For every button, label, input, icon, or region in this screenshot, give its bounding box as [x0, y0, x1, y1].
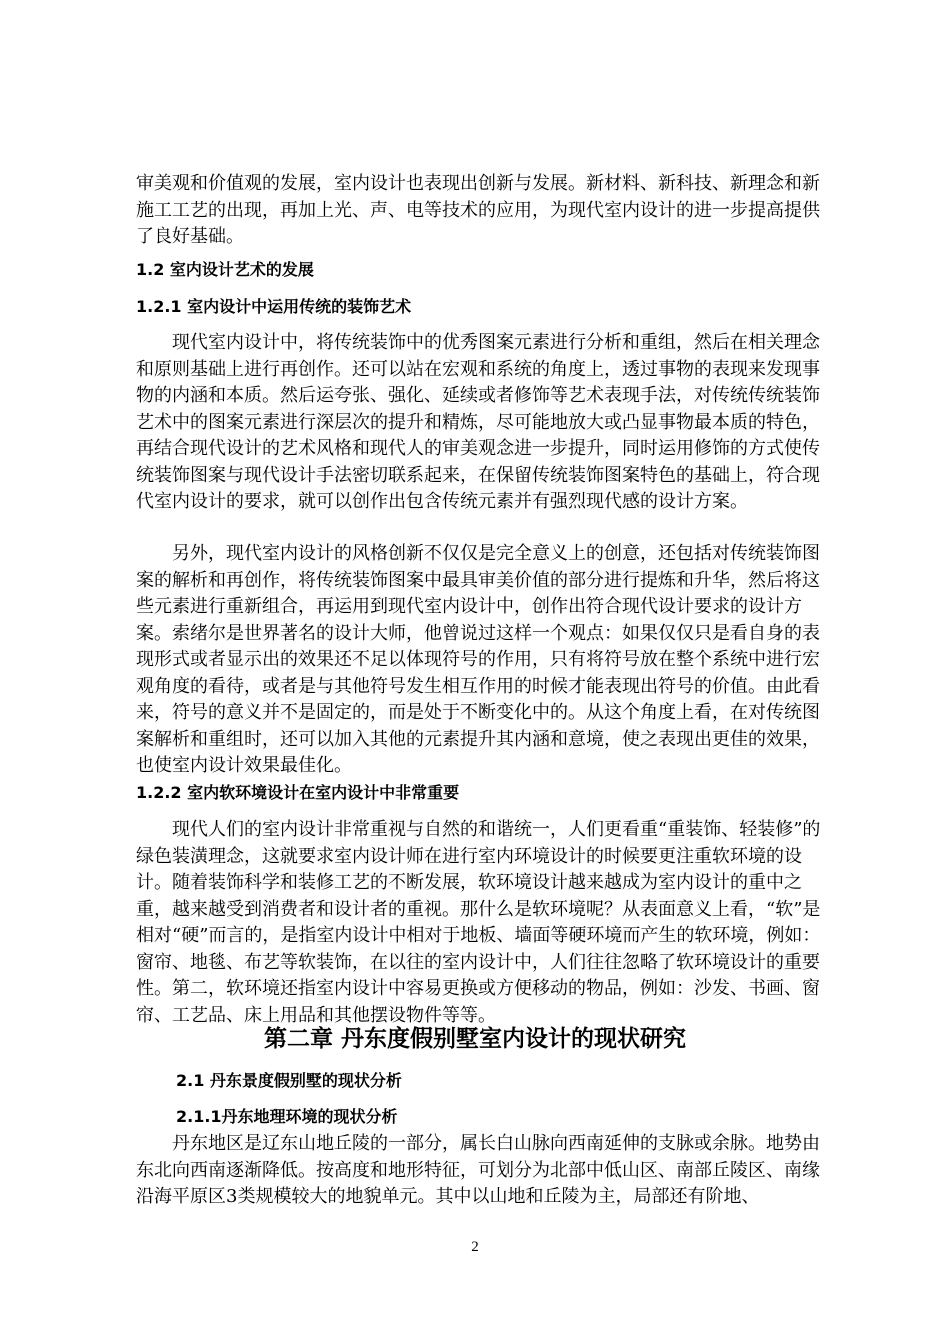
- section-heading-2-1-1: 2.1.1丹东地理环境的现状分析: [176, 1107, 398, 1126]
- chapter-title: 第二章 丹东度假别墅室内设计的现状研究: [263, 1026, 686, 1052]
- paragraph-2-1-1: 丹东地区是辽东山地丘陵的一部分，属长白山脉向西南延伸的支脉或余脉。地势由东北向西南逐渐降低。按高度和地形特征，可划分为北部中低山区、南部丘陵区、南缘沿海平原区3类规模较大的地貌单元。其中以山地和丘陵为主，局部还有阶地、: [136, 1133, 820, 1207]
- intro-paragraph: 审美观和价值观的发展，室内设计也表现出创新与发展。新材料、新科技、新理念和新施工工艺的出现，再加上光、声、电等技术的应用，为现代室内设计的进一步提高提供了良好基础。: [136, 173, 820, 247]
- paragraph-1-2-1-a: 现代室内设计中，将传统装饰中的优秀图案元素进行分析和重组，然后在相关理念和原则基础上进行再创作。还可以站在宏观和系统的角度上，透过事物的表现来发现事物的内涵和本质。然后运夸张、强化、延续或者修饰等艺术表现手法，对传统传统装饰艺术中的图案元素进行深层次的提升和精炼，尽可能地放大或凸显事物最本质的特色，再结合现代设计的艺术风格和现代人的审美观念进一步提升，同时运用修饰的方式使传统装饰图案与现代设计手法密切联系起来，在保留传统装饰图案特色的基础上，符合现代室内设计的要求，就可以创作出包含传统元素并有强烈现代感的设计方案。: [136, 332, 820, 512]
- section-heading-2-1: 2.1 丹东景度假别墅的现状分析: [176, 1071, 402, 1090]
- page-number: 2: [471, 1239, 479, 1255]
- section-heading-1-2-1: 1.2.1 室内设计中运用传统的装饰艺术: [136, 297, 412, 316]
- section-heading-1-2-2: 1.2.2 室内软环境设计在室内设计中非常重要: [136, 783, 460, 802]
- section-heading-1-2: 1.2 室内设计艺术的发展: [136, 260, 314, 279]
- paragraph-1-2-2: 现代人们的室内设计非常重视与自然的和谐统一，人们更看重“重装饰、轻装修”的绿色装潢理念，这就要求室内设计师在进行室内环境设计的时候要更注重软环境的设计。随着装饰科学和装修工艺的不断发展，软环境设计越来越成为室内设计的重中之重，越来越受到消费者和设计者的重视。那什么是软环境呢？从表面意义上看，“软”是相对“硬”而言的，是指室内设计中相对于地板、墙面等硬环境而产生的软环境，例如：窗帘、地毯、布艺等软装饰，在以往的室内设计中，人们往往忽略了软环境设计的重要性。第二，软环境还指室内设计中容易更换或方便移动的物品，例如：沙发、书画、窗帘、工艺品、床上用品和其他摆设物件等等。: [136, 819, 821, 1026]
- paragraph-1-2-1-b: 另外，现代室内设计的风格创新不仅仅是完全意义上的创意，还包括对传统装饰图案的解析和再创作，将传统装饰图案中最具审美价值的部分进行提炼和升华，然后将这些元素进行重新组合，再运用到现代室内设计中，创作出符合现代设计要求的设计方案。索绪尔是世界著名的设计大师，他曾说过这样一个观点：如果仅仅只是看自身的表现形式或者显示出的效果还不足以体现符号的作用，只有将符号放在整个系统中进行宏观角度的看待，或者是与其他符号发生相互作用的时候才能表现出符号的价值。由此看来，符号的意义并不是固定的，而是处于不断变化中的。从这个角度上看，在对传统图案解析和重组时，还可以加入其他的元素提升其内涵和意境，使之表现出更佳的效果，也使室内设计效果最佳化。: [136, 543, 820, 776]
